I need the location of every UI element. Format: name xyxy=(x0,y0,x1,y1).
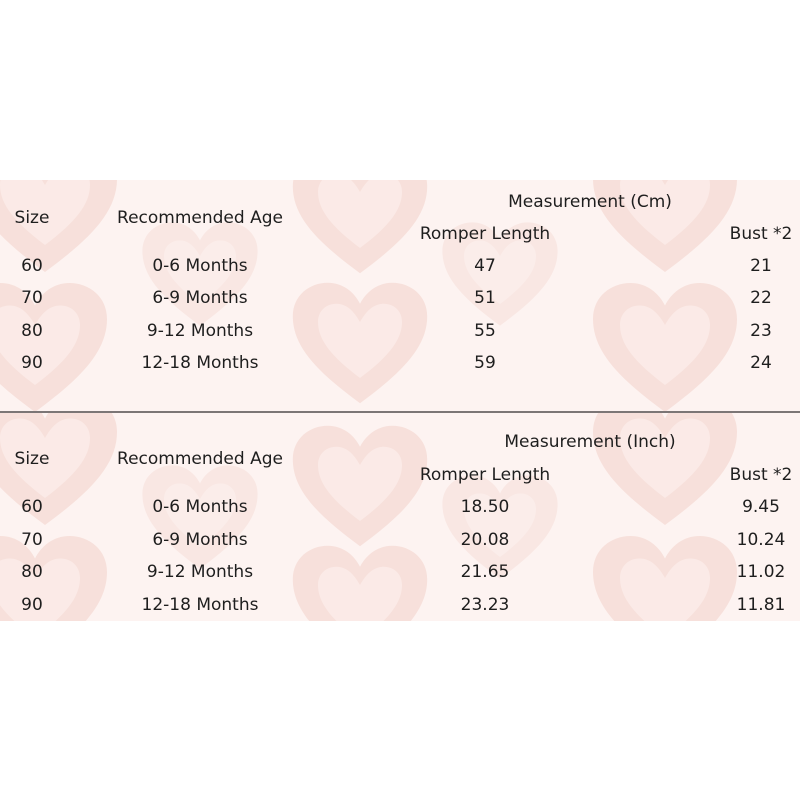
table-row xyxy=(0,321,800,341)
age-cell: 0-6 Months xyxy=(152,497,248,517)
age-cell: 12-18 Months xyxy=(141,595,259,615)
bust-cell: 22 xyxy=(750,288,772,308)
bust-cell: 24 xyxy=(750,353,772,373)
length-cell: 23.23 xyxy=(460,595,510,615)
age-cell: 9-12 Months xyxy=(146,321,254,341)
size-cell: 90 xyxy=(21,595,43,615)
table-row xyxy=(0,353,800,373)
size-cell: 70 xyxy=(21,530,43,550)
size-cell: 70 xyxy=(21,288,43,308)
length-cell: 18.50 xyxy=(460,497,510,517)
table-row xyxy=(0,562,800,582)
length-cell: 21.65 xyxy=(460,562,510,582)
measurement-unit-label: Measurement (Inch) xyxy=(504,432,676,452)
age-cell: 0-6 Months xyxy=(152,256,248,276)
size-cell: 90 xyxy=(21,353,43,373)
size-cell: 60 xyxy=(21,256,43,276)
age-cell: 6-9 Months xyxy=(152,288,248,308)
recommended-age-header: Recommended Age xyxy=(117,208,283,228)
table-row xyxy=(0,530,800,550)
length-cell: 51 xyxy=(474,288,496,308)
measurement-unit-label: Measurement (Cm) xyxy=(508,192,672,212)
bust-cell: 10.24 xyxy=(736,530,786,550)
size-cell: 80 xyxy=(21,562,43,582)
table-row xyxy=(0,497,800,517)
bust-header: Bust *2 xyxy=(729,465,793,485)
size-header: Size xyxy=(14,449,50,469)
bust-cell: 21 xyxy=(750,256,772,276)
table-row xyxy=(0,288,800,308)
bust-cell: 11.02 xyxy=(736,562,786,582)
length-cell: 59 xyxy=(474,353,496,373)
bust-cell: 11.81 xyxy=(736,595,786,615)
length-cell: 55 xyxy=(474,321,496,341)
length-cell: 20.08 xyxy=(460,530,510,550)
size-cell: 80 xyxy=(21,321,43,341)
size-chart-cm xyxy=(0,180,800,412)
table-row xyxy=(0,256,800,276)
romper-length-header: Romper Length xyxy=(419,224,551,244)
size-header: Size xyxy=(14,208,50,228)
size-chart-inch xyxy=(0,413,800,621)
bust-cell: 23 xyxy=(750,321,772,341)
age-cell: 6-9 Months xyxy=(152,530,248,550)
age-cell: 9-12 Months xyxy=(146,562,254,582)
length-cell: 47 xyxy=(474,256,496,276)
age-cell: 12-18 Months xyxy=(141,353,259,373)
size-cell: 60 xyxy=(21,497,43,517)
recommended-age-header: Recommended Age xyxy=(117,449,283,469)
romper-length-header: Romper Length xyxy=(419,465,551,485)
bust-cell: 9.45 xyxy=(742,497,780,517)
table-row xyxy=(0,595,800,615)
bust-header: Bust *2 xyxy=(729,224,793,244)
